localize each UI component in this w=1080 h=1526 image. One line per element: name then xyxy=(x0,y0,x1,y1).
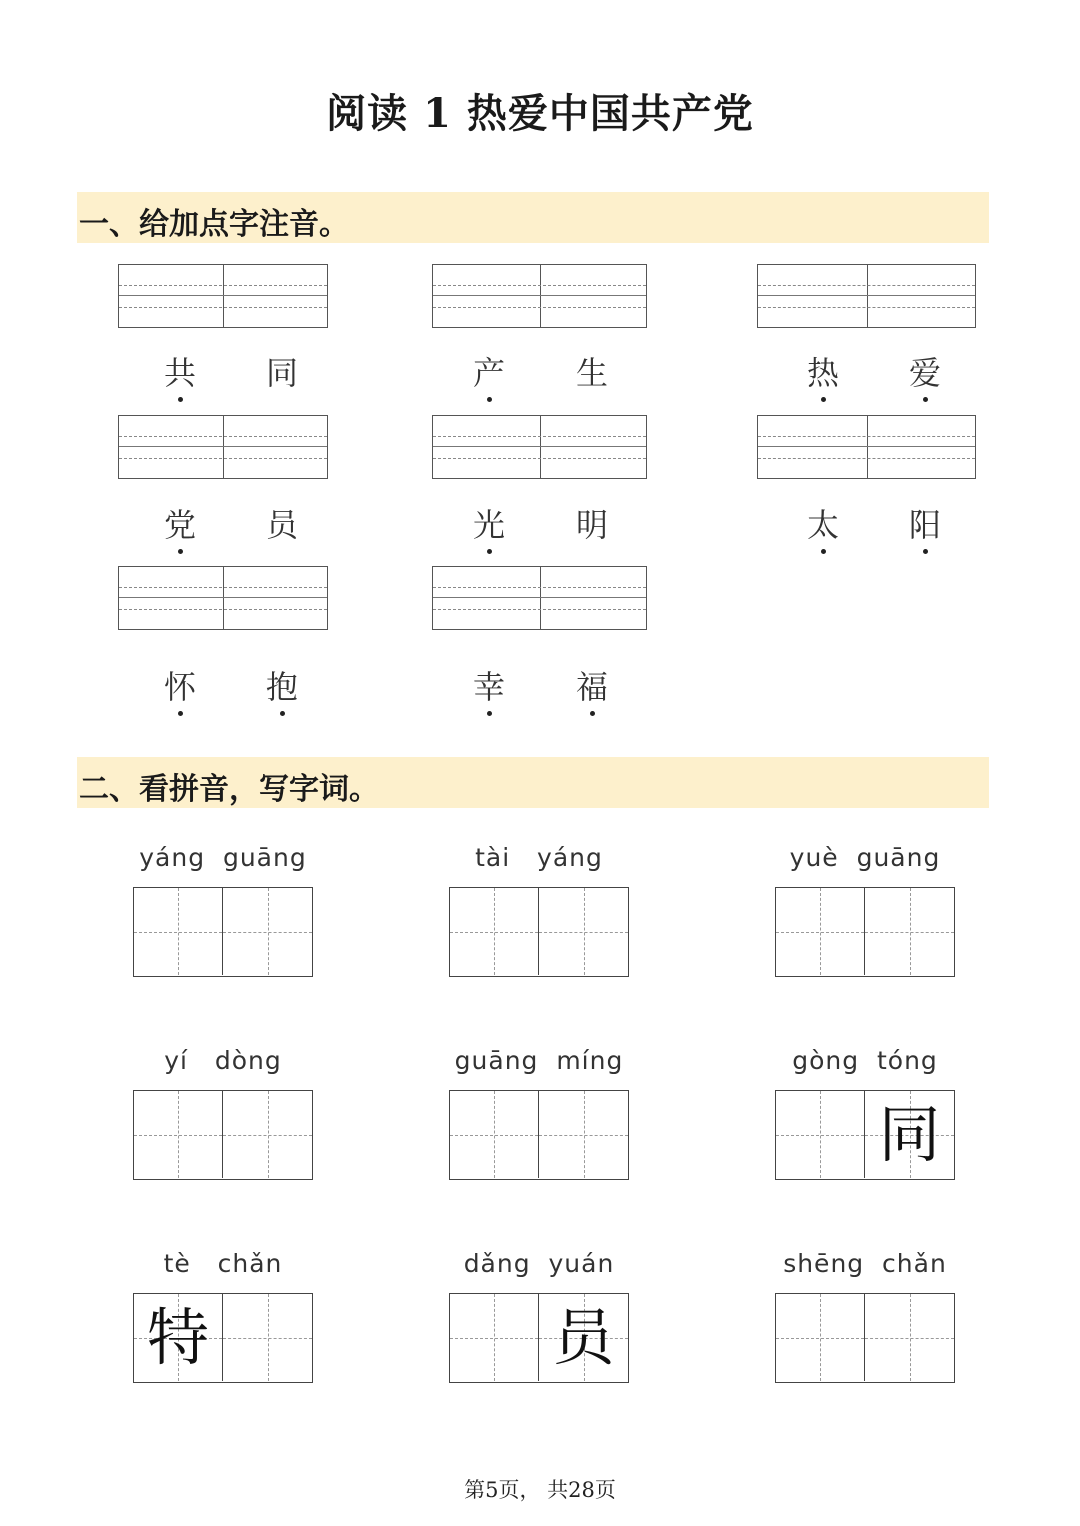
pinyin-answer-grid[interactable] xyxy=(432,264,647,328)
pinyin-answer-grid[interactable] xyxy=(432,415,647,479)
word-char: 幸 xyxy=(469,662,509,708)
word-char: 光 xyxy=(469,500,509,546)
writing-box[interactable] xyxy=(449,1293,629,1383)
filled-character: 员 xyxy=(552,1301,615,1374)
word-char: 抱 xyxy=(262,662,302,708)
word-char: 员 xyxy=(265,506,298,544)
word-char: 明 xyxy=(575,506,608,544)
writing-cell[interactable] xyxy=(134,1091,223,1178)
pinyin-label: yáng guāng xyxy=(139,843,307,872)
pinyin-answer-grid[interactable] xyxy=(118,264,328,328)
writing-box[interactable] xyxy=(449,887,629,977)
writing-cell[interactable] xyxy=(865,1294,954,1381)
section-2-header xyxy=(77,757,989,808)
writing-cell[interactable] xyxy=(539,888,628,975)
pinyin-label: yí dòng xyxy=(164,1046,282,1075)
pinyin-label: yuè guāng xyxy=(789,843,941,872)
writing-cell[interactable] xyxy=(134,888,223,975)
writing-cell[interactable] xyxy=(865,888,954,975)
pinyin-label: dǎng yuán xyxy=(463,1249,615,1278)
pinyin-label: shēng chǎn xyxy=(783,1249,947,1278)
word-char: 热 xyxy=(803,348,843,394)
pinyin-label: guāng míng xyxy=(454,1046,624,1075)
writing-box[interactable] xyxy=(775,1090,955,1180)
writing-box[interactable] xyxy=(133,1293,313,1383)
writing-box[interactable] xyxy=(775,1293,955,1383)
pinyin-label: gòng tóng xyxy=(792,1046,938,1075)
page-title: 阅读 1 热爱中国共产党 xyxy=(326,90,754,137)
word-char: 共 xyxy=(160,348,200,394)
writing-cell[interactable] xyxy=(450,888,539,975)
word-char: 阳 xyxy=(905,500,945,546)
writing-box[interactable] xyxy=(133,1090,313,1180)
writing-cell[interactable] xyxy=(223,888,312,975)
page-footer: 第5页， 共28页 xyxy=(464,1478,616,1502)
writing-cell[interactable] xyxy=(539,1091,628,1178)
writing-cell[interactable] xyxy=(776,888,865,975)
writing-cell[interactable] xyxy=(450,1091,539,1178)
writing-cell[interactable] xyxy=(539,1294,628,1381)
writing-cell[interactable] xyxy=(223,1091,312,1178)
pinyin-label: tài yáng xyxy=(475,843,603,872)
writing-cell[interactable] xyxy=(776,1091,865,1178)
word-char: 产 xyxy=(469,348,509,394)
writing-box[interactable] xyxy=(449,1090,629,1180)
writing-box[interactable] xyxy=(775,887,955,977)
pinyin-answer-grid[interactable] xyxy=(432,566,647,630)
writing-cell[interactable] xyxy=(776,1294,865,1381)
pinyin-answer-grid[interactable] xyxy=(118,415,328,479)
writing-box[interactable] xyxy=(133,887,313,977)
word-char: 同 xyxy=(265,354,298,392)
word-char: 爱 xyxy=(905,348,945,394)
section-1-heading: 一、给加点字注音。 xyxy=(79,207,349,242)
word-char: 怀 xyxy=(160,662,200,708)
writing-cell[interactable] xyxy=(134,1294,223,1381)
filled-character: 特 xyxy=(146,1301,209,1374)
writing-cell[interactable] xyxy=(223,1294,312,1381)
filled-character: 同 xyxy=(878,1098,941,1171)
pinyin-answer-grid[interactable] xyxy=(757,415,976,479)
pinyin-answer-grid[interactable] xyxy=(118,566,328,630)
section-2-heading: 二、看拼音，写字词。 xyxy=(79,772,379,807)
word-char: 生 xyxy=(575,354,608,392)
pinyin-answer-grid[interactable] xyxy=(757,264,976,328)
section-1-header xyxy=(77,192,989,243)
word-char: 福 xyxy=(572,662,612,708)
writing-cell[interactable] xyxy=(865,1091,954,1178)
word-char: 党 xyxy=(160,500,200,546)
word-char: 太 xyxy=(803,500,843,546)
writing-cell[interactable] xyxy=(450,1294,539,1381)
pinyin-label: tè chǎn xyxy=(163,1249,283,1278)
